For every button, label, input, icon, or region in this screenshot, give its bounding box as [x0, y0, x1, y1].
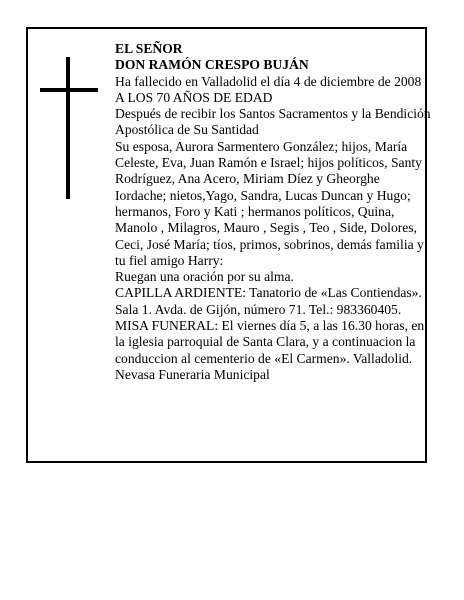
cross-horizontal-bar	[40, 88, 98, 92]
funeral-home: Nevasa Funeraria Municipal	[115, 366, 270, 382]
deceased-title: EL SEÑOR	[115, 41, 183, 56]
cross-vertical-bar	[66, 57, 70, 199]
funeral-chapel-info: CAPILLA ARDIENTE: Tanatorio de «Las Contiendas». Sala 1. Avda. de Gijón, número 71. Tel.: 983360405.	[115, 285, 422, 317]
obituary-text	[115, 41, 433, 383]
deceased-name: DON RAMÓN CRESPO BUJÁN	[115, 57, 309, 73]
family-list: Su esposa, Aurora Sarmentero González; hijos, María Celeste, Eva, Juan Ramón e Israel; hijos políticos, Santy Rodríguez, Ana Acero, Miriam Díez y Gheorghe Iordache; nietos,Yago, Sandra, Lucas Duncan y Hugo; hermanos, Foro y Kati ; hermanos políticos, Quina, Manolo , Milagros, Mauro , Segis , Teo , Side, Dolores, Ceci, José María; tíos, primos, sobrinos, demás familia y tu fiel amigo Harry:	[115, 138, 424, 268]
sacraments-line: Después de recibir los Santos Sacramentos y la Bendición Apostólica de Su Santidad	[115, 106, 431, 138]
prayer-request: Ruegan una oración por su alma.	[115, 269, 294, 285]
funeral-mass-info: MISA FUNERAL: El viernes día 5, a las 16.30 horas, en la iglesia parroquial de Santa Clara, y a continuacion la conduccion al cementerio de «El Carmen». Valladolid.	[115, 318, 425, 366]
age-line: A LOS 70 AÑOS DE EDAD	[115, 89, 273, 105]
obituary-notice	[26, 27, 431, 463]
death-announcement: Ha fallecido en Valladolid el día 4 de diciembre de 2008	[115, 73, 422, 89]
